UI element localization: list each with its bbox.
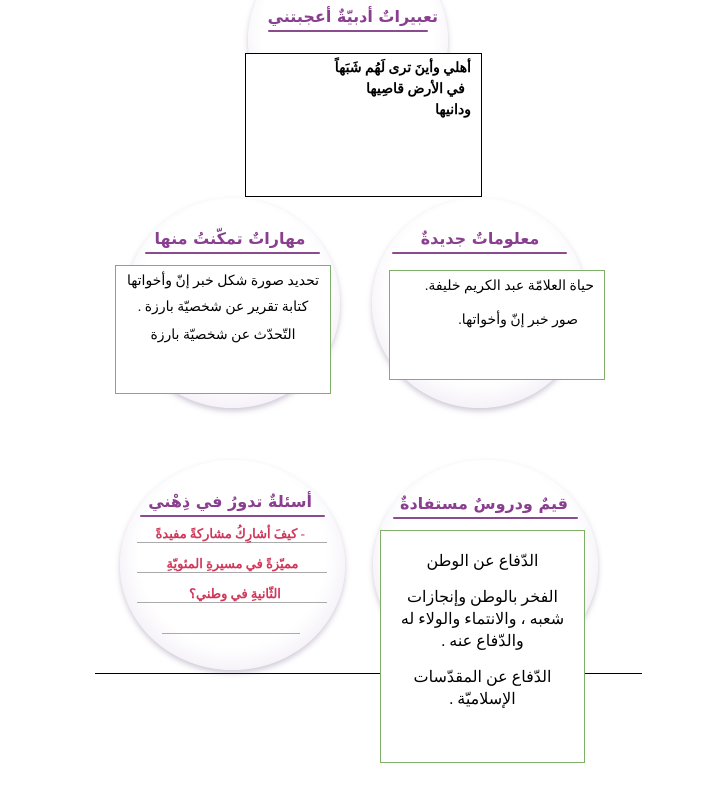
question-line — [137, 572, 327, 573]
info-circle-divider — [392, 252, 567, 254]
info-circle-title: معلوماتٌ جديدةٌ — [420, 229, 540, 248]
question-line — [162, 633, 300, 634]
values-box — [380, 530, 585, 763]
skills-box — [115, 265, 331, 394]
values-circle-divider — [393, 517, 578, 519]
value-item: الدّفاع عن الوطن — [426, 553, 539, 570]
info-item: صور خبر إنّ وأخواتها. — [458, 313, 578, 328]
question-text-line-3: الثّانيةِ في وطني؟ — [189, 586, 281, 601]
skills-circle-divider — [145, 252, 320, 254]
skill-item: تحديد صورة شكل خبر إنّ وأخواتها — [126, 274, 320, 289]
top-circle-divider — [268, 30, 428, 32]
question-text-line-2: مميّزةً في مسيرةِ المئويّةِ — [166, 556, 299, 571]
questions-circle-divider — [140, 515, 325, 517]
question-text-line-1: - كيفَ أشارِكُ مشاركةً مفيدةً — [155, 526, 305, 541]
questions-circle-title: أسئلةٌ تدورُ في ذِهْني — [148, 492, 312, 511]
info-item: حياة العلامّة عبد الكريم خليفة. — [424, 279, 594, 294]
info-box — [389, 270, 605, 380]
expression-line-2: في الأرض قاصِيها — [366, 82, 465, 97]
skills-circle-title: مهاراتٌ تمكّنتُ منها — [154, 229, 306, 248]
expression-line-1: أهلي وأينَ ترى لَهُم شَبَهاً — [334, 61, 471, 76]
values-circle-title: قيمٌ ودروسٌ مستفادةٌ — [400, 494, 568, 513]
expressions-box — [245, 53, 482, 197]
expression-line-3: ودانيها — [435, 103, 471, 118]
value-item: الدّفاع عن المقدّسات الإسلاميّة . — [413, 669, 552, 708]
question-line — [137, 602, 327, 603]
top-circle-title: تعبيراتٌ أدبيّةٌ أعجبتني — [267, 7, 438, 26]
question-line — [137, 542, 327, 543]
value-item: الفخر بالوطن وإنجازات شعبه ، والانتماء والولاء له والدّفاع عنه . — [400, 589, 565, 650]
skill-item: كتابة تقرير عن شخصيّة بارزة . — [137, 300, 309, 315]
skill-item: التّحدّث عن شخصيّة بارزة — [150, 328, 296, 343]
